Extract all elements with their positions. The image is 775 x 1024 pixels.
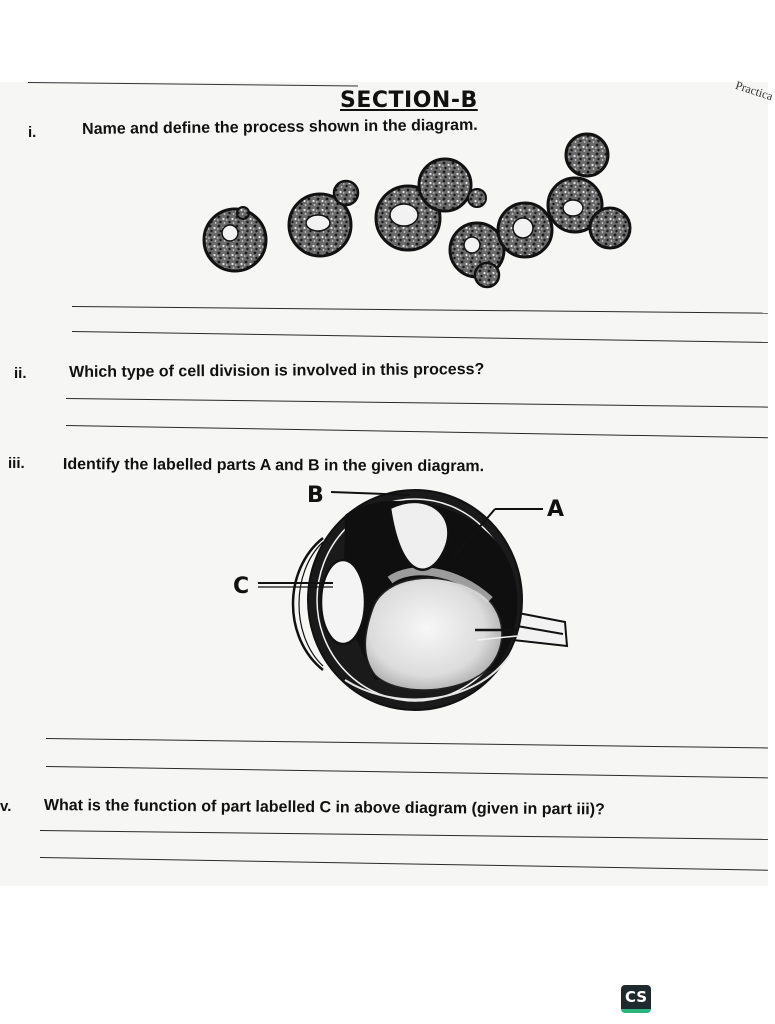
question-2-number: ii. — [14, 365, 27, 382]
question-3-text: Identify the labelled parts A and B in the given diagram. — [62, 456, 485, 476]
question-1-number: i. — [28, 124, 37, 141]
label-b: B — [307, 483, 324, 508]
label-c: C — [233, 574, 250, 599]
eye-diagram — [225, 480, 585, 720]
question-4-number: v. — [0, 798, 12, 815]
section-title: SECTION-B — [340, 88, 478, 113]
scanner-logo: CS — [621, 985, 651, 1013]
yeast-cell-2 — [289, 181, 358, 256]
budding-diagram — [190, 125, 650, 295]
question-4-text: What is the function of part labelled C in above diagram (given in part iii)? — [43, 797, 605, 819]
yeast-cell-1 — [204, 207, 266, 271]
lens — [321, 560, 365, 644]
yeast-cell-chain — [376, 134, 630, 287]
question-2-text: Which type of cell division is involved in this process? — [69, 361, 485, 381]
question-3-number: iii. — [8, 455, 25, 472]
corner-fragment: Practica — [733, 78, 775, 104]
label-a: A — [547, 497, 565, 522]
question-1-text: Name and define the process shown in the diagram. — [82, 116, 478, 138]
